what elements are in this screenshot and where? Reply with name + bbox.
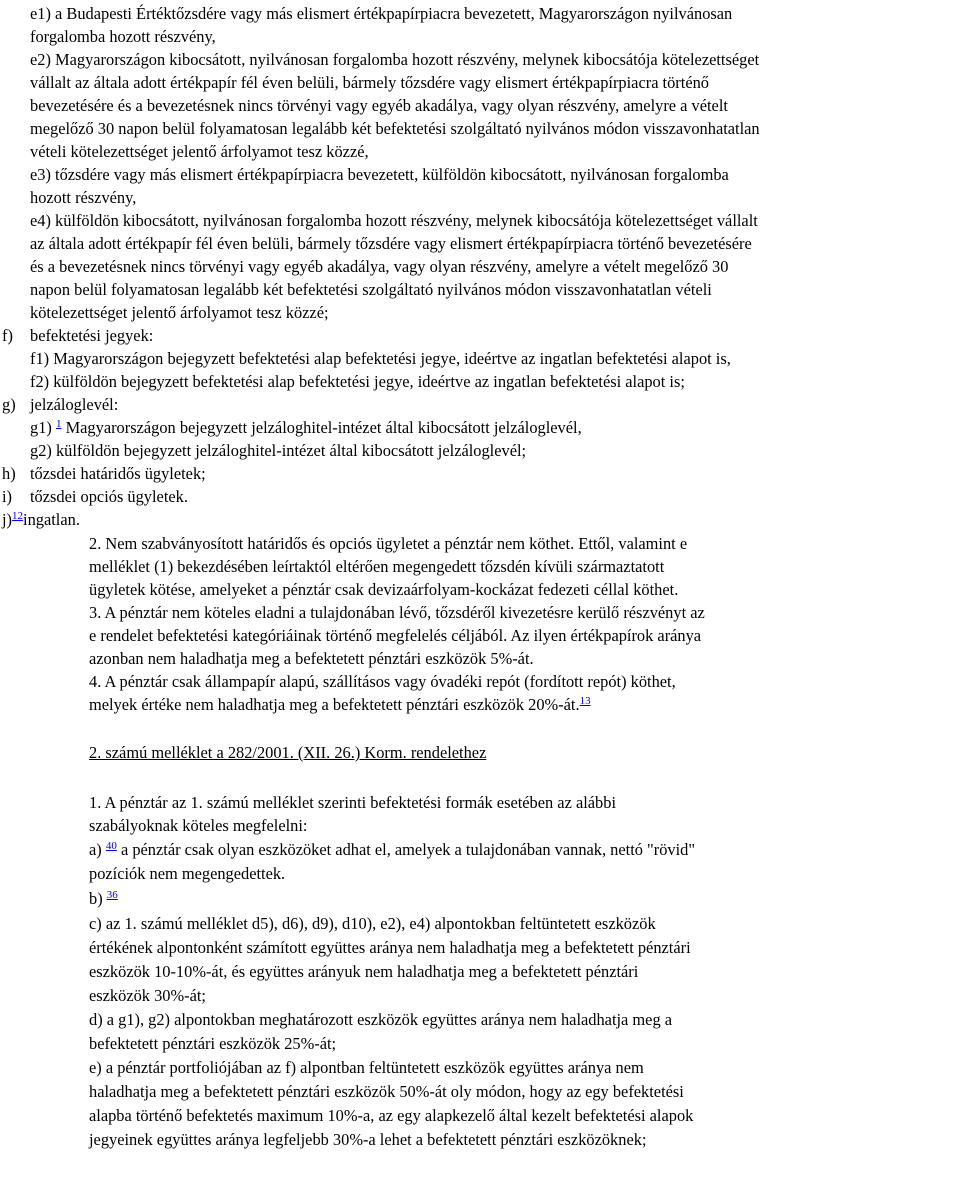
list-heading: jelzáloglevél: bbox=[30, 395, 119, 414]
text-line: 3. A pénztár nem köteles eladni a tulajdonában lévő, tőzsdéről kivezetésre kerülő részvényt az bbox=[89, 603, 705, 622]
text-line: eszközök 30%-át; bbox=[89, 986, 206, 1005]
item-text: melyek értéke nem haladhatja meg a befektetett pénztári eszközök 20%-át. bbox=[89, 695, 580, 714]
text-line: 1. A pénztár az 1. számú melléklet szerinti befektetési formák esetében az alábbi bbox=[89, 793, 617, 812]
text-line bbox=[30, 418, 582, 438]
footnote-link[interactable]: 1 bbox=[55, 418, 62, 430]
text-line: értékének alpontonként számított együttes aránya nem haladhatja meg a befektetett pénztári bbox=[89, 938, 691, 957]
text-line: az általa adott értékpapír fél éven belüli, bármely tőzsdére vagy elismert értékpapírpiacra történő bevezetésére bbox=[30, 234, 752, 253]
text-line: napon belül folyamatosan legalább két befektetési szolgáltató nyilvános módon visszavonhatatlan vételi bbox=[30, 280, 712, 299]
list-text: tőzsdei opciós ügyletek. bbox=[30, 487, 188, 506]
text-line: ügyletek kötése, amelyeket a pénztár csak devizaárfolyam-kockázat fedezeti céllal köthet. bbox=[89, 580, 679, 599]
text-line: hozott részvény, bbox=[30, 188, 137, 207]
text-line: jegyeinek együttes aránya legfeljebb 30%-a lehet a befektetett pénztári eszközöknek; bbox=[89, 1130, 647, 1149]
list-label: h) bbox=[2, 464, 16, 483]
text-line: e rendelet befektetési kategóriáinak történő megfelelés céljából. Az ilyen értékpapírok aránya bbox=[89, 626, 702, 645]
text-line: f2) külföldön bejegyzett befektetési alap befektetési jegye, ideértve az ingatlan befektetési alapot is; bbox=[30, 372, 685, 391]
text-line bbox=[89, 695, 591, 715]
item-text: a pénztár csak olyan eszközöket adhat el, amelyek a tulajdonában vannak, nettó "rövid" bbox=[120, 840, 696, 859]
annex-title: 2. számú melléklet a 282/2001. (XII. 26.) Korm. rendelethez bbox=[89, 743, 487, 762]
text-line: 2. Nem szabványosított határidős és opciós ügyletet a pénztár nem köthet. Ettől, valamint e bbox=[89, 534, 688, 553]
text-line: vállalt az általa adott értékpapír fél éven belüli, bármely tőzsdére vagy elismert értékpapírpiacra történő bbox=[30, 73, 709, 92]
list-heading: befektetési jegyek: bbox=[30, 326, 154, 345]
text-line: eszközök 10-10%-át, és együttes arányuk nem haladhatja meg a befektetett pénztári bbox=[89, 962, 639, 981]
item-text: Magyarországon bejegyzett jelzáloghitel-intézet által kibocsátott jelzáloglevél, bbox=[65, 418, 582, 437]
item-prefix: g1) bbox=[30, 418, 52, 437]
text-line: kötelezettséget jelentő árfolyamot tesz közzé; bbox=[30, 303, 329, 322]
footnote-link[interactable]: 40 bbox=[105, 840, 117, 852]
text-line: e) a pénztár portfoliójában az f) alpontban feltüntetett eszközök együttes aránya nem bbox=[89, 1058, 644, 1077]
list-label: g) bbox=[2, 395, 16, 414]
list-label: f) bbox=[2, 326, 13, 345]
text-line bbox=[89, 889, 118, 909]
text-line: befektetett pénztári eszközök 25%-át; bbox=[89, 1034, 337, 1053]
text-line bbox=[89, 840, 695, 860]
text-line: e2) Magyarországon kibocsátott, nyilvánosan forgalomba hozott részvény, melynek kibocsátója kötelezettséget bbox=[30, 50, 760, 69]
text-line: bevezetésére és a bevezetésnek nincs törvényi vagy egyéb akadálya, vagy olyan részvény, amelyre a vételt bbox=[30, 96, 728, 115]
text-line: vételi kötelezettséget jelentő árfolyamot tesz közzé, bbox=[30, 142, 369, 161]
footnote-link[interactable]: 13 bbox=[579, 695, 591, 707]
text-line: haladhatja meg a befektetett pénztári eszközök 50%-át oly módon, hogy az egy befektetési bbox=[89, 1082, 684, 1101]
item-prefix: a) bbox=[89, 840, 102, 859]
text-line: d) a g1), g2) alpontokban meghatározott eszközök együttes aránya nem haladhatja meg a bbox=[89, 1010, 673, 1029]
text-line: és a bevezetésnek nincs törvényi vagy egyéb akadálya, vagy olyan részvény, amelyre a vételt megelőző 30 bbox=[30, 257, 729, 276]
footnote-link[interactable]: 36 bbox=[106, 889, 118, 901]
text-line: e1) a Budapesti Értéktőzsdére vagy más elismert értékpapírpiacra bevezetett, Magyarországon nyilvánosan bbox=[30, 4, 733, 23]
text-line: f1) Magyarországon bejegyzett befektetési alap befektetési jegye, ideértve az ingatlan befektetési alapot is, bbox=[30, 349, 731, 368]
text-line: g2) külföldön bejegyzett jelzáloghitel-intézet által kibocsátott jelzáloglevél; bbox=[30, 441, 527, 460]
item-prefix: b) bbox=[89, 889, 103, 908]
list-text: ingatlan. bbox=[23, 510, 80, 529]
list-label: i) bbox=[2, 487, 13, 506]
text-line: c) az 1. számú melléklet d5), d6), d9), d10), e2), e4) alpontokban feltüntetett eszközök bbox=[89, 914, 656, 933]
item-prefix: j) bbox=[2, 510, 13, 529]
text-line: e3) tőzsdére vagy más elismert értékpapírpiacra bevezetett, külföldön kibocsátott, nyilvánosan forgalomba bbox=[30, 165, 729, 184]
text-line: szabályoknak köteles megfelelni: bbox=[89, 816, 308, 835]
text-line: azonban nem haladhatja meg a befektetett pénztári eszközök 5%-át. bbox=[89, 649, 534, 668]
text-line: e4) külföldön kibocsátott, nyilvánosan forgalomba hozott részvény, melynek kibocsátója kötelezettséget vállalt bbox=[30, 211, 758, 230]
text-line: forgalomba hozott részvény, bbox=[30, 27, 216, 46]
footnote-link[interactable]: 12 bbox=[12, 510, 24, 522]
text-line: alapba történő befektetés maximum 10%-a, az egy alapkezelő által kezelt befektetési alapok bbox=[89, 1106, 694, 1125]
text-line: 4. A pénztár csak állampapír alapú, szállításos vagy óvadéki repót (fordított repót) köthet, bbox=[89, 672, 676, 691]
list-label bbox=[2, 510, 80, 530]
text-line: melléklet (1) bekezdésében leírtaktól eltérően megengedett tőzsdén kívüli származtatott bbox=[89, 557, 665, 576]
text-line: megelőző 30 napon belül folyamatosan legalább két befektetési szolgáltató nyilvános módon visszavonhatatlan bbox=[30, 119, 760, 138]
text-line: pozíciók nem megengedettek. bbox=[89, 864, 286, 883]
list-text: tőzsdei határidős ügyletek; bbox=[30, 464, 206, 483]
